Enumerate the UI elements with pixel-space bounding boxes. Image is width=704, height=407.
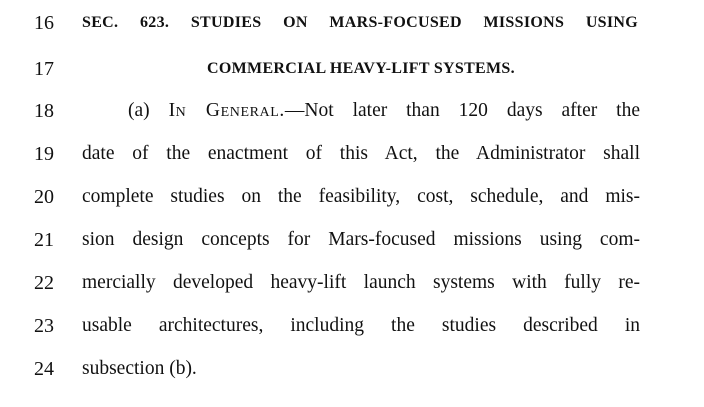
line-number: 20 — [34, 186, 54, 208]
body-text: complete studies on the feasibility, cost, schedule, and mis- — [82, 186, 640, 207]
line-number: 17 — [34, 58, 54, 80]
text-line — [0, 134, 704, 174]
text-line — [0, 349, 704, 389]
section-heading-continued: COMMERCIAL HEAVY-LIFT SYSTEMS. — [207, 60, 515, 77]
line-number: 23 — [34, 315, 54, 337]
body-text: sion design concepts for Mars-focused missions using com- — [82, 229, 640, 250]
subsection-heading: In General. — [168, 100, 285, 121]
text-line — [0, 177, 704, 217]
body-text: mercially developed heavy-lift launch systems with fully re- — [82, 272, 640, 293]
line-number: 16 — [34, 12, 54, 34]
line-number: 18 — [34, 100, 54, 122]
line-number: 19 — [34, 143, 54, 165]
body-text: subsection (b). — [82, 358, 197, 379]
text-line — [0, 263, 704, 303]
line-number: 22 — [34, 272, 54, 294]
body-text: date of the enactment of this Act, the Administrator shall — [82, 143, 640, 164]
subsection-body: —Not later than 120 days after the — [284, 100, 640, 121]
section-heading: SEC. 623. STUDIES ON MARS-FOCUSED MISSIONS USING — [82, 14, 638, 31]
line-number: 21 — [34, 229, 54, 251]
text-line — [0, 91, 704, 131]
body-text: usable architectures, including the studies described in — [82, 315, 640, 336]
text-line — [0, 306, 704, 346]
section-heading-line — [0, 49, 704, 89]
text-line — [0, 220, 704, 260]
section-heading-line — [0, 3, 704, 43]
subsection-a-text — [128, 91, 640, 131]
line-number: 24 — [34, 358, 54, 380]
subsection-label: (a) — [128, 100, 169, 121]
